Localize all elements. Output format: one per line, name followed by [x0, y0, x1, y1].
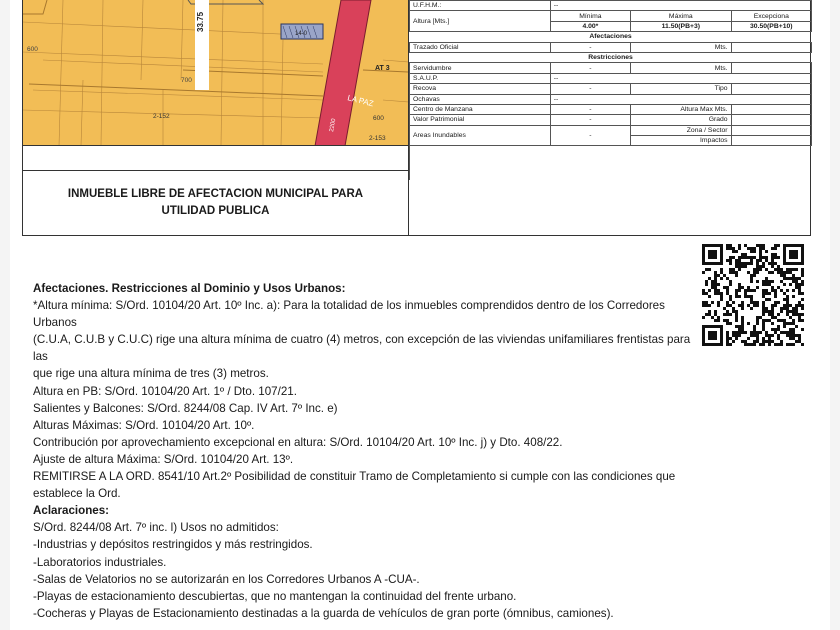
row-areas-1 [410, 125, 812, 135]
text-line: Ajuste de altura Máxima: S/Ord. 10104/20 Art. 13º. [33, 452, 294, 466]
col-excepcional: Excepciona [731, 11, 811, 21]
afectaciones-list [33, 297, 703, 502]
text-line: REMITIRSE A LA ORD. 8541/10 Art.2º Posibilidad de constituir Tramo de Completamiento si cumple con las condiciones que [33, 470, 676, 484]
map-label-at3: AT 3 [375, 65, 390, 72]
aclaraciones-list [33, 519, 703, 622]
text-line: Urbanos [33, 316, 77, 330]
centro-label: Centro de Manzana [410, 104, 551, 114]
col-maxima: Máxima [631, 11, 732, 21]
map-label-600-right: 600 [373, 115, 384, 122]
val-maxima: 11.50(PB+3) [631, 21, 732, 31]
ufhm-value: -- [550, 1, 811, 11]
text-line: establece la Ord. [33, 487, 121, 501]
map-label-600-left: 600 [27, 46, 38, 53]
val-excepcional: 30.50(PB+10) [731, 21, 811, 31]
saup-value: -- [550, 73, 811, 83]
trazado-label: Trazado Oficial [410, 42, 551, 52]
zona-label: Zona / Sector [631, 125, 732, 135]
map-label-2153: 2-153 [369, 135, 386, 142]
row-ochavas [410, 94, 812, 104]
valor-label: Valor Patrimonial [410, 115, 551, 125]
servidumbre-label: Servidumbre [410, 63, 551, 73]
text-line: -Laboratorios industriales. [33, 555, 167, 569]
areas-value: - [550, 125, 630, 146]
row-servidumbre [410, 63, 812, 73]
heading-aclaraciones: Aclaraciones: [33, 504, 110, 518]
text-line: Altura en PB: S/Ord. 10104/20 Art. 1º / Dto. 107/21. [33, 384, 297, 398]
text-line: -Cocheras y Playas de Estacionamiento destinadas a la guarda de vehículos de gran porte (ómnibus, camiones). [33, 606, 614, 620]
text-line: Alturas Máximas: S/Ord. 10104/20 Art. 10º. [33, 418, 255, 432]
row-recova [410, 84, 812, 94]
recova-value: - [550, 84, 630, 94]
centro-unit: Altura Max Mts. [631, 104, 732, 114]
servidumbre-unit: Mts. [631, 63, 732, 73]
map-label-700: 700 [181, 77, 192, 84]
notice-text: INMUEBLE LIBRE DE AFECTACION MUNICIPAL PARA UTILIDAD PUBLICA [23, 170, 408, 234]
row-ufhm [410, 1, 812, 11]
ochavas-value: -- [550, 94, 811, 104]
trazado-value: - [550, 42, 630, 52]
text-line: Salientes y Balcones: S/Ord. 8244/08 Cap. IV Art. 7º Inc. e) [33, 401, 338, 415]
trazado-unit: Mts. [631, 42, 732, 52]
servidumbre-value: - [550, 63, 630, 73]
row-trazado [410, 42, 812, 52]
map-label-lot: 14-0 [295, 31, 308, 37]
parcel-map[interactable] [23, 0, 409, 146]
recova-label: Recova [410, 84, 551, 94]
map-drawing [23, 0, 409, 146]
map-label-street: 33.75 [196, 11, 205, 32]
text-line: *Altura mínima: S/Ord. 10104/20 Art. 10º Inc. a): Para la totalidad de los inmuebles comprendidos dentro de los Corredores [33, 299, 665, 313]
text-line: S/Ord. 8244/08 Art. 7º inc. l) Usos no admitidos: [33, 521, 279, 535]
ufhm-label: U.F.H.M.: [410, 1, 551, 11]
row-centro [410, 104, 812, 114]
areas-label: Areas Inundables [410, 125, 551, 146]
impactos-label: Impactos [631, 136, 732, 146]
row-altura-header [410, 11, 812, 21]
saup-label: S.A.U.P. [410, 73, 551, 83]
document-body [33, 280, 703, 622]
notice-box [23, 146, 409, 235]
text-line: -Industrias y depósitos restringidos y más restringidos. [33, 538, 313, 552]
ochavas-label: Ochavas [410, 94, 551, 104]
qr-code[interactable] [702, 244, 804, 346]
qr-code-graphic [702, 244, 804, 346]
map-label-2200: 2200 [329, 118, 338, 133]
map-label-lapaz: LA PAZ [346, 93, 375, 109]
restricciones-title: Restricciones [410, 52, 812, 62]
property-info-panel [22, 0, 811, 236]
text-line: -Playas de estacionamiento descubiertas, que no mantengan la continuidad del frente urbano. [33, 589, 517, 603]
row-valor [410, 115, 812, 125]
row-saup [410, 73, 812, 83]
text-line: -Salas de Velatorios no se autorizarán en los Corredores Urbanos A -CUA-. [33, 572, 420, 586]
afectaciones-title: Afectaciones [410, 32, 812, 42]
attributes-table [409, 0, 812, 236]
recova-unit: Tipo [631, 84, 732, 94]
valor-value: - [550, 115, 630, 125]
valor-unit: Grado [631, 115, 732, 125]
text-line: (C.U.A, C.U.B y C.U.C) rige una altura mínima de cuatro (4) metros, con excepción de las viviendas unifamiliares frentistas para las [33, 333, 691, 364]
col-minima: Mínima [550, 11, 630, 21]
centro-value: - [550, 104, 630, 114]
val-minima: 4.00* [550, 21, 630, 31]
text-line: que rige una altura mínima de tres (3) metros. [33, 367, 269, 381]
altura-label: Altura [Mts.] [410, 11, 551, 32]
heading-afectaciones: Afectaciones. Restricciones al Dominio y Usos Urbanos: [33, 282, 346, 295]
map-label-2152: 2-152 [153, 113, 170, 120]
text-line: Contribución por aprovechamiento excepcional en altura: S/Ord. 10104/20 Art. 10º Inc. j) y Dto. 408/22. [33, 435, 563, 449]
